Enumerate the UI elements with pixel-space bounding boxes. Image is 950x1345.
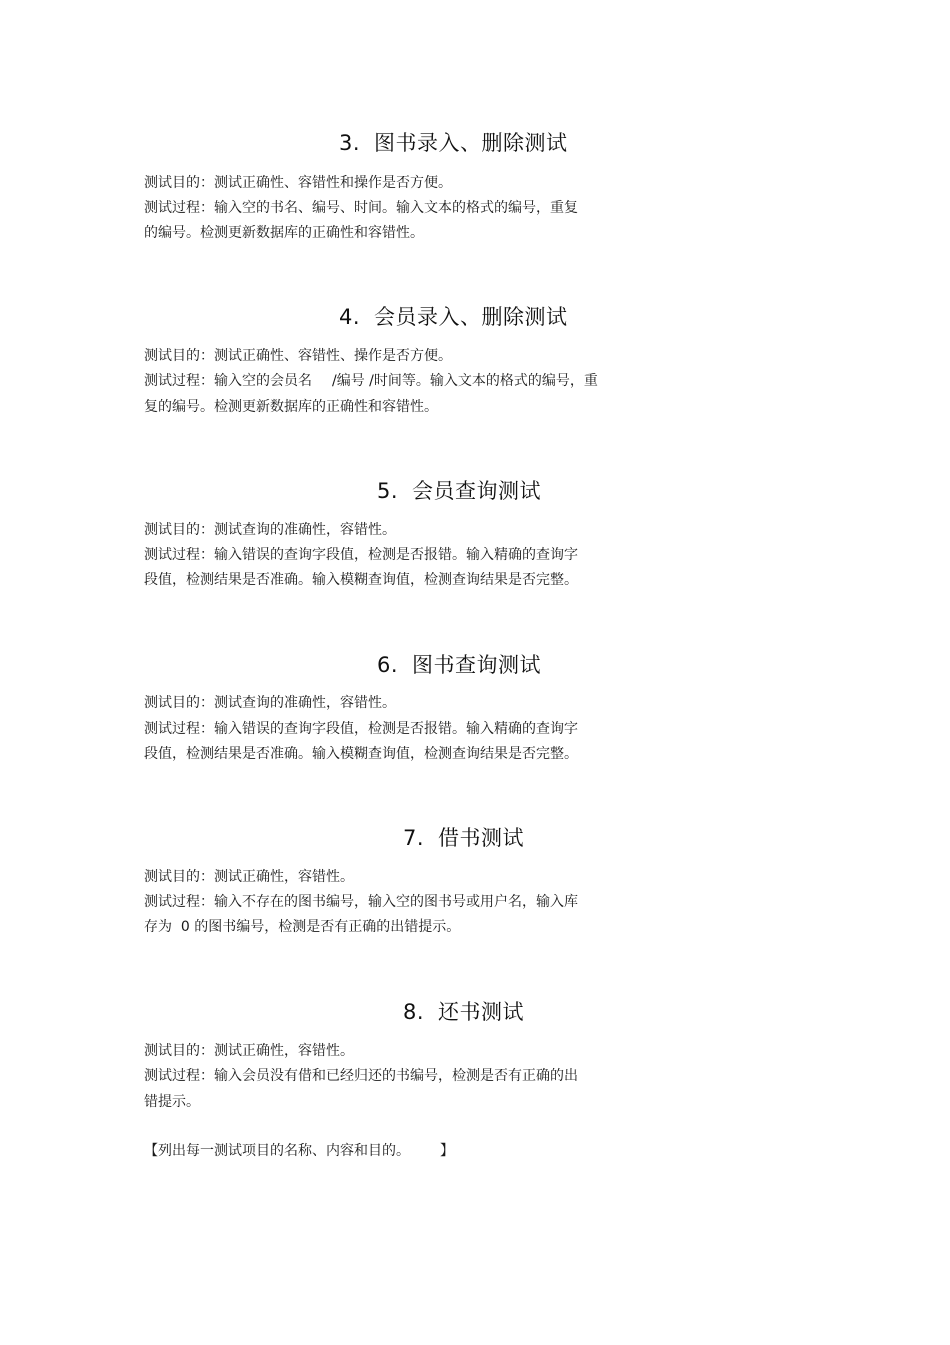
section-process-line-2: 复的编号。检测更新数据库的正确性和容错性。 — [144, 399, 438, 415]
section-process-line-2: 错提示。 — [144, 1094, 200, 1110]
section-number: 5. — [377, 479, 399, 503]
section-process-part-a: 测试过程：输入空的会员名 — [144, 373, 312, 389]
section-process-line-1: 测试过程：输入空的书名、编号、时间。输入文本的格式的编号，重复 — [144, 200, 578, 216]
section-heading-6 — [377, 651, 541, 679]
footer-note-text: 【列出每一测试项目的名称、内容和目的。 — [144, 1143, 410, 1159]
section-process-line-1 — [144, 371, 598, 391]
section-purpose: 测试目的：测试正确性，容错性。 — [144, 1043, 354, 1059]
section-process-line-2: 的编号。检测更新数据库的正确性和容错性。 — [144, 225, 424, 241]
section-number: 7. — [403, 826, 425, 850]
section-title: 还书测试 — [438, 1000, 525, 1024]
section-number: 3. — [339, 131, 361, 155]
section-process-line-1: 测试过程：输入会员没有借和已经归还的书编号，检测是否有正确的出 — [144, 1068, 578, 1084]
section-purpose: 测试目的：测试正确性、容错性、操作是否方便。 — [144, 348, 452, 364]
section-title: 会员录入、删除测试 — [374, 305, 568, 329]
section-heading-7 — [403, 824, 524, 852]
section-purpose: 测试目的：测试查询的准确性，容错性。 — [144, 695, 396, 711]
section-title: 会员查询测试 — [412, 479, 542, 503]
section-purpose: 测试目的：测试正确性，容错性。 — [144, 869, 354, 885]
section-process-part-b: /编号 /时间等。输入文本的格式的编号，重 — [332, 373, 598, 389]
section-process-line-1: 测试过程：输入错误的查询字段值，检测是否报错。输入精确的查询字 — [144, 547, 578, 563]
section-purpose: 测试目的：测试查询的准确性，容错性。 — [144, 522, 396, 538]
section-process-line-1: 测试过程：输入不存在的图书编号，输入空的图书号或用户名，输入库 — [144, 894, 578, 910]
section-process-line-1: 测试过程：输入错误的查询字段值，检测是否报错。输入精确的查询字 — [144, 721, 578, 737]
section-process-line-2: 段值，检测结果是否准确。输入模糊查询值，检测查询结果是否完整。 — [144, 746, 578, 762]
section-heading-4 — [339, 303, 568, 331]
section-process-line-2: 段值，检测结果是否准确。输入模糊查询值，检测查询结果是否完整。 — [144, 572, 578, 588]
section-number: 4. — [339, 305, 361, 329]
section-number: 8. — [403, 1000, 425, 1024]
section-heading-8 — [403, 998, 524, 1026]
footer-note-close-bracket: 】 — [440, 1143, 454, 1159]
section-title: 图书录入、删除测试 — [374, 131, 568, 155]
section-heading-3 — [339, 129, 568, 157]
section-process-line-2: 存为 0 的图书编号，检测是否有正确的出错提示。 — [144, 919, 461, 935]
section-purpose: 测试目的：测试正确性、容错性和操作是否方便。 — [144, 175, 452, 191]
footer-note — [144, 1141, 454, 1161]
section-title: 图书查询测试 — [412, 653, 542, 677]
section-title: 借书测试 — [438, 826, 525, 850]
section-number: 6. — [377, 653, 399, 677]
section-heading-5 — [377, 477, 541, 505]
